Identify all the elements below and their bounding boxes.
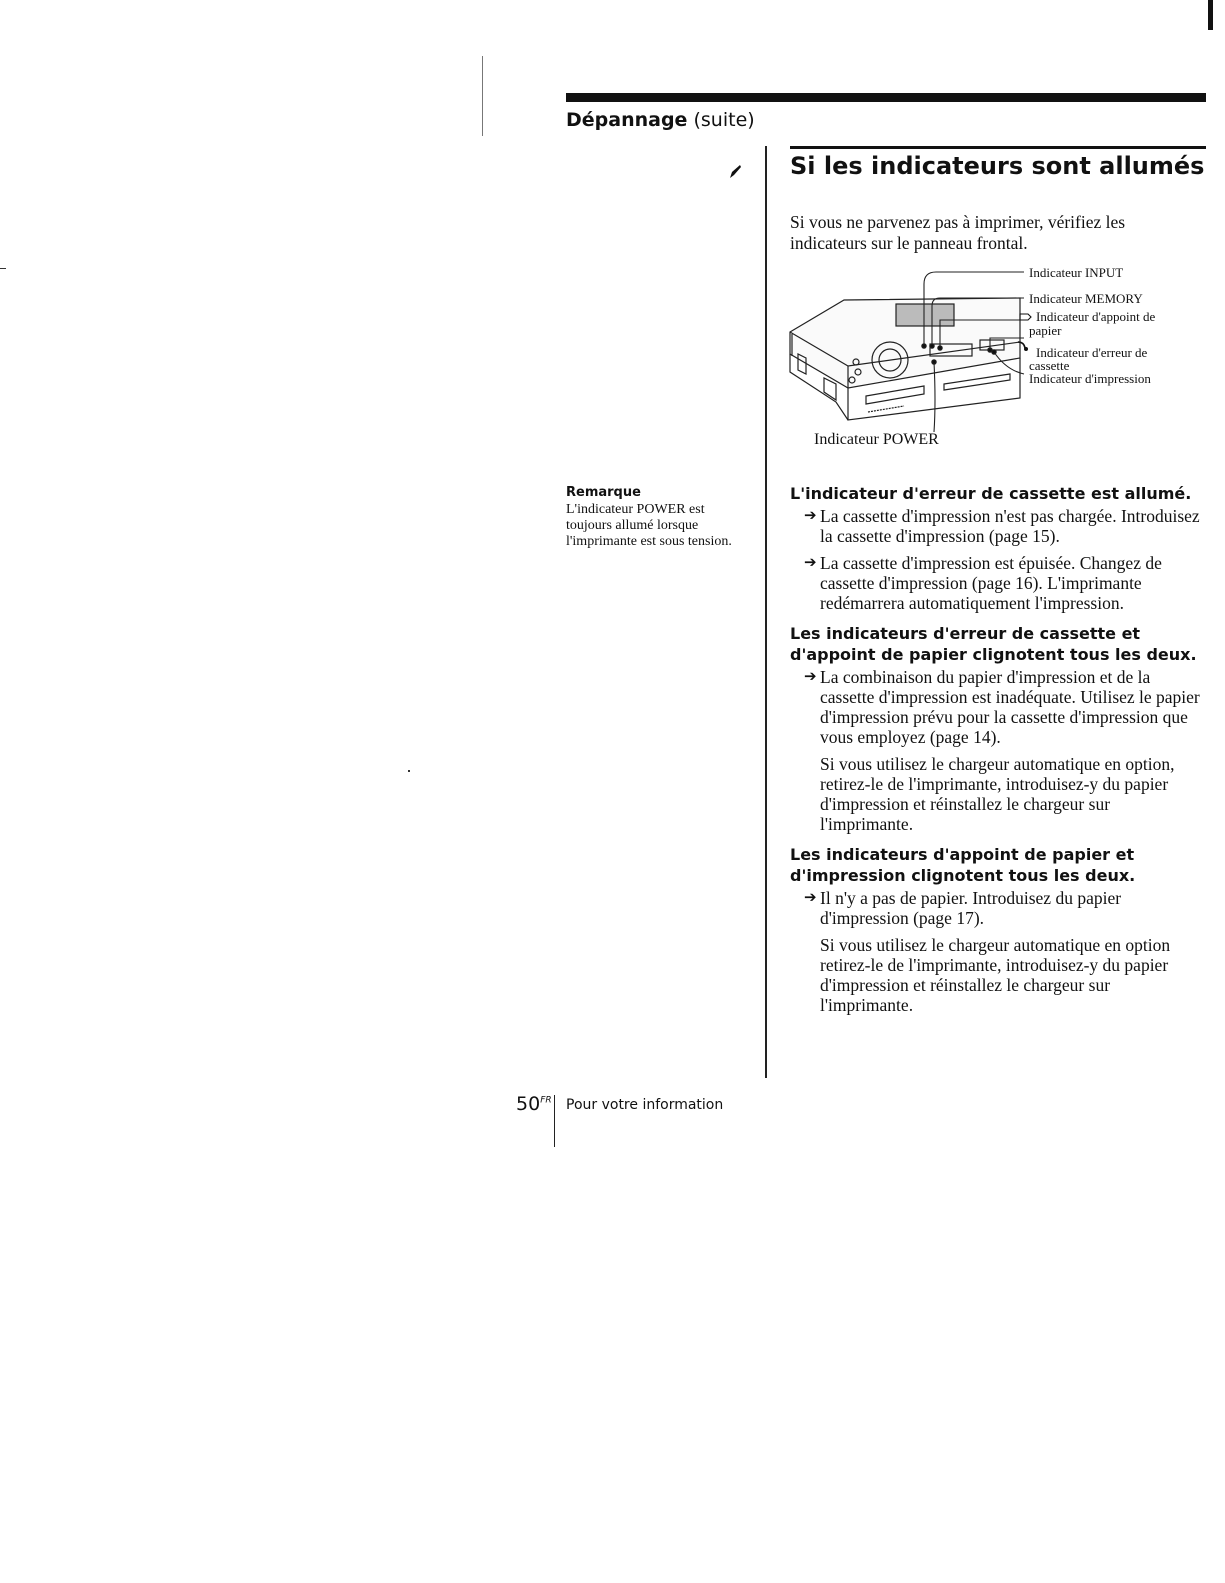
arrow-right-icon: ➔ (804, 669, 817, 685)
case-paper-print-blink (790, 844, 1200, 1015)
remedy-text: La cassette d'impression n'est pas chargée. Introduisez la cassette d'impression (page 15). (820, 506, 1200, 546)
page-number-lang: FR (540, 1095, 552, 1106)
section-suffix: (suite) (693, 109, 755, 131)
remedy-item (790, 888, 1200, 928)
remedy-text: La combinaison du papier d'impression et de la cassette d'impression est inadéquate. Utilisez le papier d'impression prévu pour la cassette d'impression que vous employez (page 14). (820, 667, 1200, 747)
arrow-right-icon: ➔ (804, 508, 817, 524)
label-print: Indicateur d'impression (1029, 371, 1151, 386)
scan-artifact (408, 770, 410, 772)
remedy-extra: Si vous utilisez le chargeur automatique en option, retirez-le de l'imprimante, introduisez-y du papier d'impression et réinstallez le chargeur sur l'imprimante. (820, 754, 1175, 834)
remedy-item (790, 553, 1200, 613)
header-bar (566, 93, 1206, 102)
intro-text: Si vous ne parvenez pas à imprimer, vérifiez les indicateurs sur le panneau frontal. (790, 212, 1126, 253)
label-cassette-line2: cassette (1029, 358, 1070, 373)
scan-artifact (0, 268, 6, 269)
remedy-item (790, 506, 1200, 546)
case-cassette-error (790, 483, 1200, 613)
remedy-text: La cassette d'impression est épuisée. Changez de cassette d'impression (page 16). L'imprimante redémarrera automatiquement l'impression. (820, 553, 1162, 613)
section-heading (566, 109, 755, 131)
page-number-value: 50 (516, 1093, 541, 1115)
case-heading: L'indicateur d'erreur de cassette est allumé. (790, 484, 1192, 503)
footer-rule (554, 1095, 555, 1147)
column-divider (765, 146, 767, 1078)
label-power: Indicateur POWER (814, 431, 939, 448)
footer-text: Pour votre information (566, 1097, 724, 1113)
note-title: Remarque (566, 485, 641, 500)
arrow-right-icon: ➔ (804, 555, 817, 571)
label-memory: Indicateur MEMORY (1029, 291, 1143, 306)
arrow-right-icon: ➔ (804, 890, 817, 906)
paper-icon (1020, 314, 1031, 320)
printer-figure (784, 262, 1214, 462)
case-heading: Les indicateurs d'erreur de cassette et d'appoint de papier clignotent tous les deux. (790, 624, 1197, 664)
remedy-extra: Si vous utilisez le chargeur automatique en option retirez-le de l'imprimante, introduisez-y du papier d'impression et réinstallez le chargeur sur l'imprimante. (820, 935, 1171, 1015)
case-heading: Les indicateurs d'appoint de papier et d'impression clignotent tous les deux. (790, 845, 1136, 885)
scan-artifact (482, 56, 483, 136)
note-box (566, 485, 746, 550)
edge-mark (1208, 0, 1213, 30)
label-paper-line1: Indicateur d'appoint de (1036, 309, 1156, 324)
pen-mark-icon (728, 163, 742, 179)
title-rule (790, 146, 1206, 149)
note-body: L'indicateur POWER est toujours allumé lorsque l'imprimante est sous tension. (566, 502, 732, 549)
page-number (516, 1093, 552, 1115)
label-paper-line2: papier (1029, 323, 1062, 338)
case-cassette-paper-blink (790, 623, 1200, 834)
remedy-text: Il n'y a pas de papier. Introduisez du papier d'impression (page 17). (820, 888, 1122, 928)
label-input: Indicateur INPUT (1029, 265, 1124, 280)
main-title: Si les indicateurs sont allumés (790, 152, 1205, 180)
section-title: Dépannage (566, 109, 688, 131)
troubleshooting-list (790, 483, 1200, 1025)
label-cassette-line1: Indicateur d'erreur de (1036, 345, 1148, 360)
remedy-item (790, 667, 1200, 747)
